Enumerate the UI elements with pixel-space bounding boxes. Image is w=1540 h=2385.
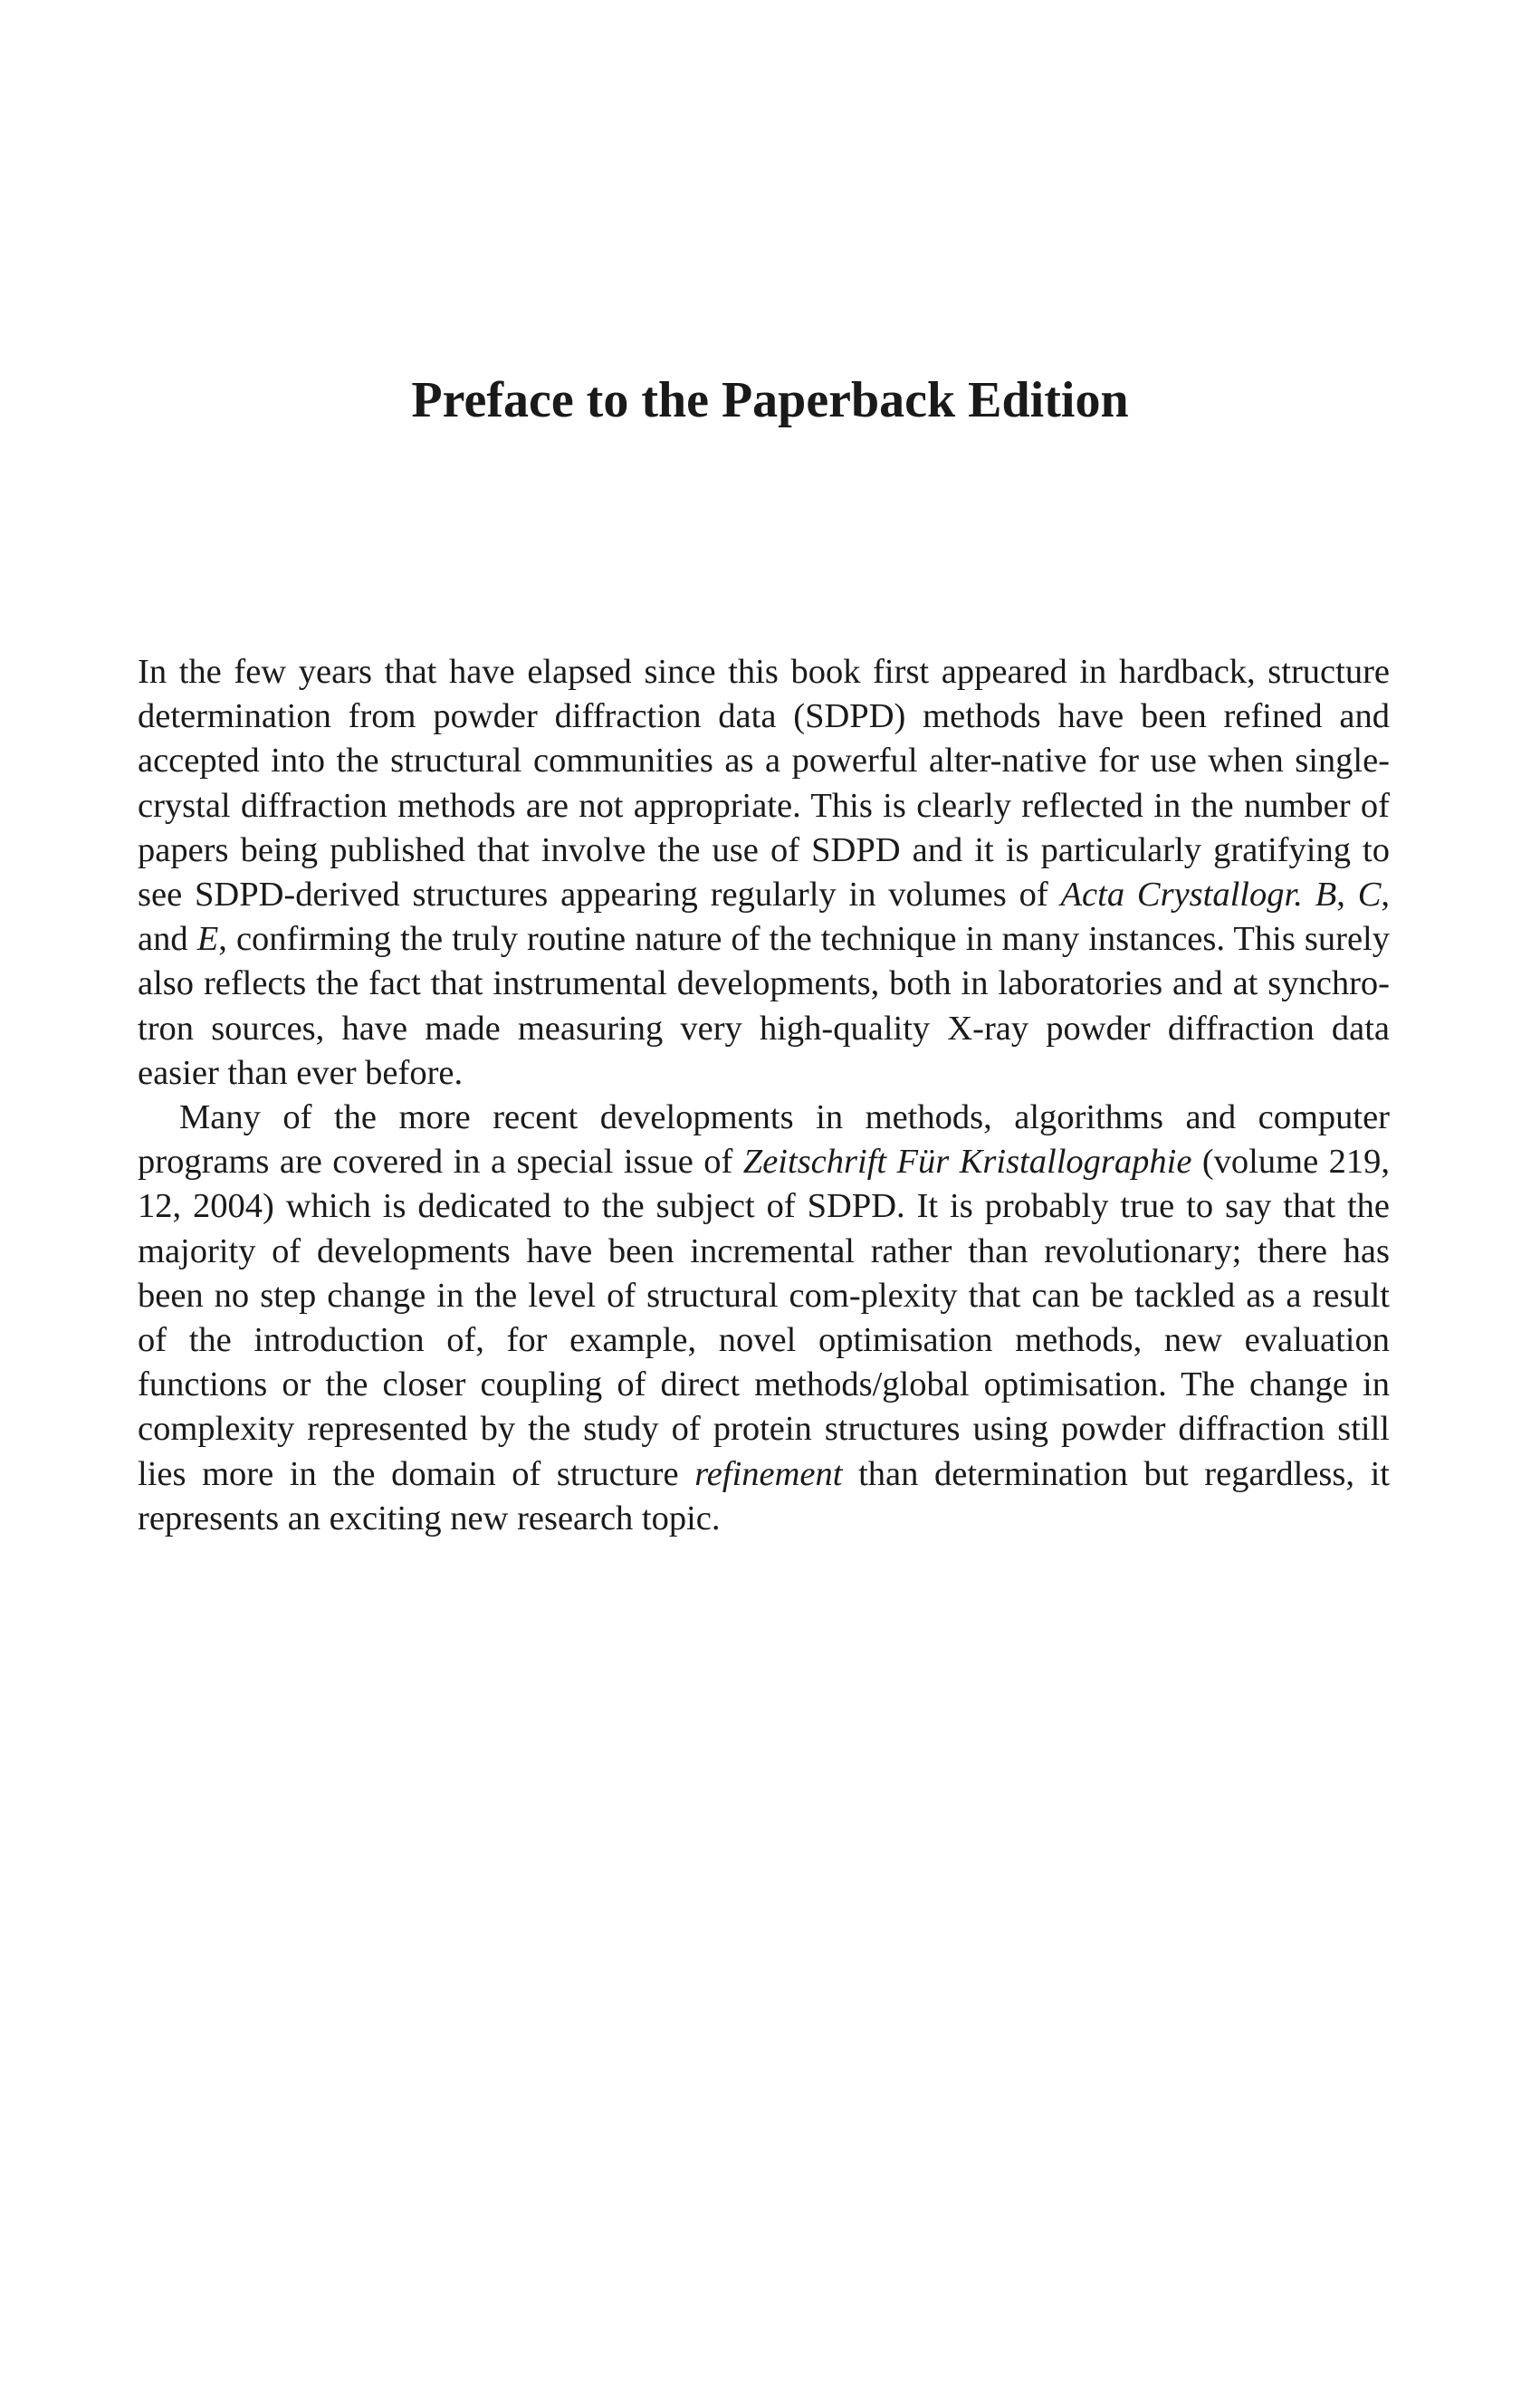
text-segment: (volume 219, 12, 2004) which is dedicated to the subject of SDPD. It is probably true to say that the majority of developments have been incremental rather than revolutionary; there has been no step change in the level of structural com-plexity that can be tackled as a result of the introduction of, for example, novel optimisation methods, new evaluation functions or the closer coupling of direct methods/global optimisation. The change in complexity represented by the study of protein structures using powder diffraction still lies more in the domain of structure — [138, 1143, 1390, 1493]
text-segment-italic: Zeitschrift Für Kristallographie — [742, 1143, 1192, 1182]
text-segment: , and — [138, 876, 1391, 959]
preface-body — [138, 650, 1390, 1541]
text-segment: , confirming the truly routine nature of the technique in many instances. This surely also reflects the fact that instrumental developments, both in laboratories and at synchro-tron sources, have made measuring very high-quality X-ray powder diffraction data easier than ever before. — [138, 920, 1390, 1092]
text-segment-italic: refinement — [694, 1454, 843, 1493]
text-segment-italic: E — [196, 920, 219, 959]
text-segment: than determination but regardless, it represents an exciting new research topic. — [138, 1454, 1391, 1537]
paragraph-1 — [138, 650, 1390, 1096]
text-segment-italic: C — [1357, 876, 1382, 915]
text-segment-italic: Acta Crystallogr. B — [1060, 876, 1337, 915]
text-segment: In the few years that have elapsed since this book first appeared in hardback, structure determination from powder diffraction data (SDPD) methods have been refined and accepted into the structural communities as a powerful alter-native for use when single-crystal diffraction methods are not appropriate. This is clearly reflected in the number of papers being published that involve the use of SDPD and it is particularly gratifying to see SDPD-derived structures appearing regularly in volumes of — [138, 653, 1390, 915]
text-segment: , — [1336, 876, 1358, 915]
text-segment: Many of the more recent developments in methods, algorithms and computer programs are covered in a special issue of — [138, 1098, 1390, 1182]
page-title: Preface to the Paperback Edition — [411, 372, 1129, 428]
paragraph-2 — [138, 1096, 1390, 1541]
